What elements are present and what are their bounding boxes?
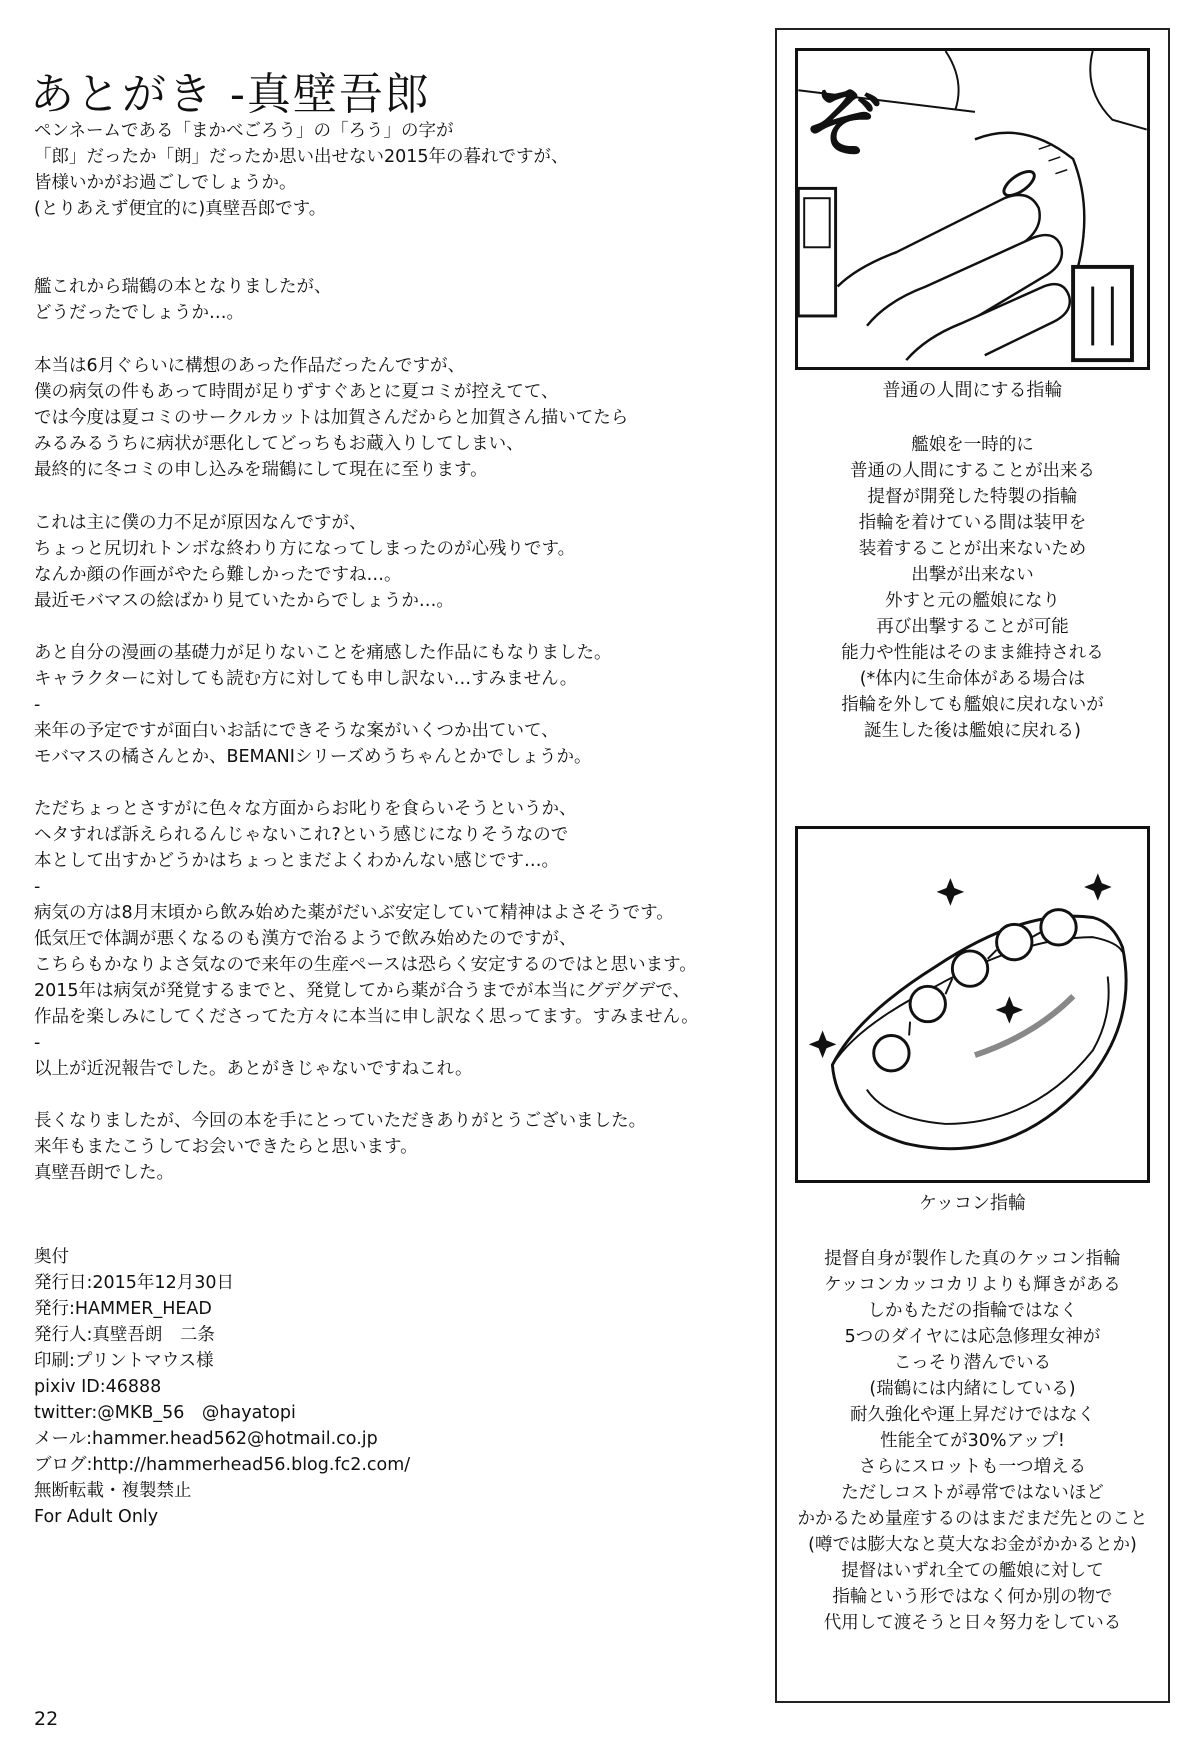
body-line: 作品を楽しみにしてくださってた方々に本当に申し訳なく思ってます。すみません。 xyxy=(34,1007,699,1027)
body-line: 来年の予定ですが面白いお話にできそうな案がいくつか出ていて、 xyxy=(34,721,559,741)
ring1-description-line: 提督が開発した特製の指輪 xyxy=(867,487,1078,507)
colophon-line: 発行:HAMMER_HEAD xyxy=(34,1299,212,1319)
body-line: では今度は夏コミのサークルカットは加賀さんだからと加賀さん描いてたら xyxy=(34,408,629,428)
page-title: あとがき -真壁吾郎 xyxy=(30,69,431,120)
colophon-line: twitter:@MKB_56 @hayatopi xyxy=(34,1403,296,1423)
ring2-description-line: 5つのダイヤには応急修理女神が xyxy=(844,1327,1101,1347)
ring1-description-line: 出撃が出来ない xyxy=(911,565,1034,585)
ring2-description-line: さらにスロットも一つ増える xyxy=(858,1457,1087,1477)
ring2-description-line: 代用して渡そうと日々努力をしている xyxy=(823,1613,1122,1633)
body-line: どうだったでしょうか…。 xyxy=(34,303,244,323)
body-line: 最近モバマスの絵ばかり見ていたからでしょうか…。 xyxy=(34,591,454,611)
ring1-description-line: 指輪を外しても艦娘に戻れないが xyxy=(841,695,1104,715)
hand-ring-illustration xyxy=(795,48,1150,370)
ring2-description-line: しかもただの指輪ではなく xyxy=(867,1301,1078,1321)
body-line: 艦これから瑞鶴の本となりましたが、 xyxy=(34,277,332,297)
body-line: なんか顔の作画がやたら難しかったですね…。 xyxy=(34,565,402,585)
body-line: 本当は6月ぐらいに構想のあった作品だったんですが、 xyxy=(34,356,465,376)
ring2-description-line: ただしコストが尋常ではないほど xyxy=(841,1483,1104,1503)
body-line: 最終的に冬コミの申し込みを瑞鶴にして現在に至ります。 xyxy=(34,460,488,480)
ring2-description-line: 性能全てが30%アップ! xyxy=(880,1431,1065,1451)
body-line: キャラクターに対しても読む方に対しても申し訳ない…すみません。 xyxy=(34,669,578,689)
colophon-line: 印刷:プリントマウス様 xyxy=(34,1351,214,1371)
body-line: 長くなりましたが、今回の本を手にとっていただきありがとうございました。 xyxy=(34,1111,647,1131)
ring1-description-line: 装着することが出来ないため xyxy=(858,539,1087,559)
body-line: ちょっと尻切れトンボな終わり方になってしまったのが心残りです。 xyxy=(34,539,576,559)
colophon-line: For Adult Only xyxy=(34,1507,159,1527)
body-line: - xyxy=(34,877,41,897)
colophon-heading: 奥付 xyxy=(34,1247,69,1267)
ring2-caption: ケッコン指輪 xyxy=(918,1193,1027,1214)
body-line: 以上が近況報告でした。あとがきじゃないですねこれ。 xyxy=(34,1059,473,1079)
ring2-description-line: かかるため量産するのはまだまだ先とのこと xyxy=(797,1509,1148,1529)
body-line: - xyxy=(34,695,41,715)
ring2-description-line: 指輪という形ではなく何か別の物で xyxy=(832,1587,1113,1607)
ring1-description-line: 普通の人間にすることが出来る xyxy=(850,461,1095,481)
body-line: 真壁吾朗でした。 xyxy=(34,1163,174,1183)
ring2-description-line: 提督自身が製作した真のケッコン指輪 xyxy=(824,1249,1121,1269)
sidebar-box xyxy=(775,28,1170,1703)
ring2-description-line: 提督はいずれ全ての艦娘に対して xyxy=(841,1561,1104,1581)
body-line: 来年もまたこうしてお会いできたらと思います。 xyxy=(34,1137,418,1157)
colophon-line: pixiv ID:46888 xyxy=(34,1377,162,1397)
body-line: 本として出すかどうかはちょっとまだよくわかんない感じです…。 xyxy=(34,851,559,871)
colophon-line: ブログ:http://hammerhead56.blog.fc2.com/ xyxy=(34,1455,411,1475)
ring2-description-line: ケッコンカッコカリよりも輝きがある xyxy=(824,1275,1121,1295)
body-line: ヘタすれば訴えられるんじゃないこれ?という感じになりそうなので xyxy=(34,825,569,845)
wedding-ring-illustration xyxy=(795,826,1150,1183)
body-line: ただちょっとさすがに色々な方面からお叱りを食らいそうというか、 xyxy=(34,799,577,819)
colophon-line: 発行人:真壁吾朗 二条 xyxy=(34,1325,215,1345)
body-line: 低気圧で体調が悪くなるのも漢方で治るようで飲み始めたのですが、 xyxy=(34,929,577,949)
body-line: これは主に僕の力不足が原因なんですが、 xyxy=(34,513,367,533)
body-line: みるみるうちに病状が悪化してどっちもお蔵入りしてしまい、 xyxy=(34,434,524,454)
ring1-description-line: 艦娘を一時的に xyxy=(911,435,1034,455)
ring1-description-line: 指輪を着けている間は装甲を xyxy=(858,513,1087,533)
body-line: 皆様いかがお過ごしでしょうか。 xyxy=(34,173,297,193)
ring1-description-line: 再び出撃することが可能 xyxy=(876,617,1069,637)
ring2-description-line: 耐久強化や運上昇だけではなく xyxy=(850,1405,1095,1425)
colophon-line: メール:hammer.head562@hotmail.co.jp xyxy=(34,1429,378,1449)
hand-illustration xyxy=(798,51,1147,367)
ring2-description-line: こっそり潜んでいる xyxy=(893,1353,1052,1373)
body-line: 2015年は病気が発覚するまでと、発覚してから薬が合うまでが本当にグデグデで、 xyxy=(34,981,690,1001)
sfx-text: ぞ xyxy=(804,78,881,169)
ring2-description-line: (瑞鶴には内緒にしている) xyxy=(869,1379,1076,1399)
body-line: モバマスの橘さんとか、BEMANIシリーズめうちゃんとかでしょうか。 xyxy=(34,747,592,767)
page-number: 22 xyxy=(34,1708,59,1730)
body-line: 僕の病気の件もあって時間が足りずすぐあとに夏コミが控えてて、 xyxy=(34,382,559,402)
body-line: ペンネームである「まかべごろう」の「ろう」の字が xyxy=(34,121,454,141)
ring1-description-line: (*体内に生命体がある場合は xyxy=(859,669,1086,689)
ring1-caption: 普通の人間にする指輪 xyxy=(882,380,1063,401)
body-line: 「郎」だったか「朗」だったか思い出せない2015年の暮れですが、 xyxy=(34,147,569,167)
colophon-line: 発行日:2015年12月30日 xyxy=(34,1273,234,1293)
colophon-line: 無断転載・複製禁止 xyxy=(34,1481,192,1501)
body-line: こちらもかなりよさ気なので来年の生産ペースは恐らく安定するのではと思います。 xyxy=(34,955,697,975)
body-line: あと自分の漫画の基礎力が足りないことを痛感した作品にもなりました。 xyxy=(34,643,612,663)
ring1-description-line: 誕生した後は艦娘に戻れる) xyxy=(864,721,1081,741)
ring-illustration xyxy=(798,829,1147,1180)
ring1-description-line: 外すと元の艦娘になり xyxy=(885,591,1060,611)
body-line: - xyxy=(34,1033,41,1053)
ring2-description-line: (噂では膨大なと莫大なお金がかかるとか) xyxy=(808,1535,1137,1555)
ring1-description-line: 能力や性能はそのまま維持される xyxy=(841,643,1104,663)
body-line: (とりあえず便宜的に)真壁吾郎です。 xyxy=(34,199,327,219)
body-line: 病気の方は8月末頃から飲み始めた薬がだいぶ安定していて精神はよさそうです。 xyxy=(34,903,674,923)
